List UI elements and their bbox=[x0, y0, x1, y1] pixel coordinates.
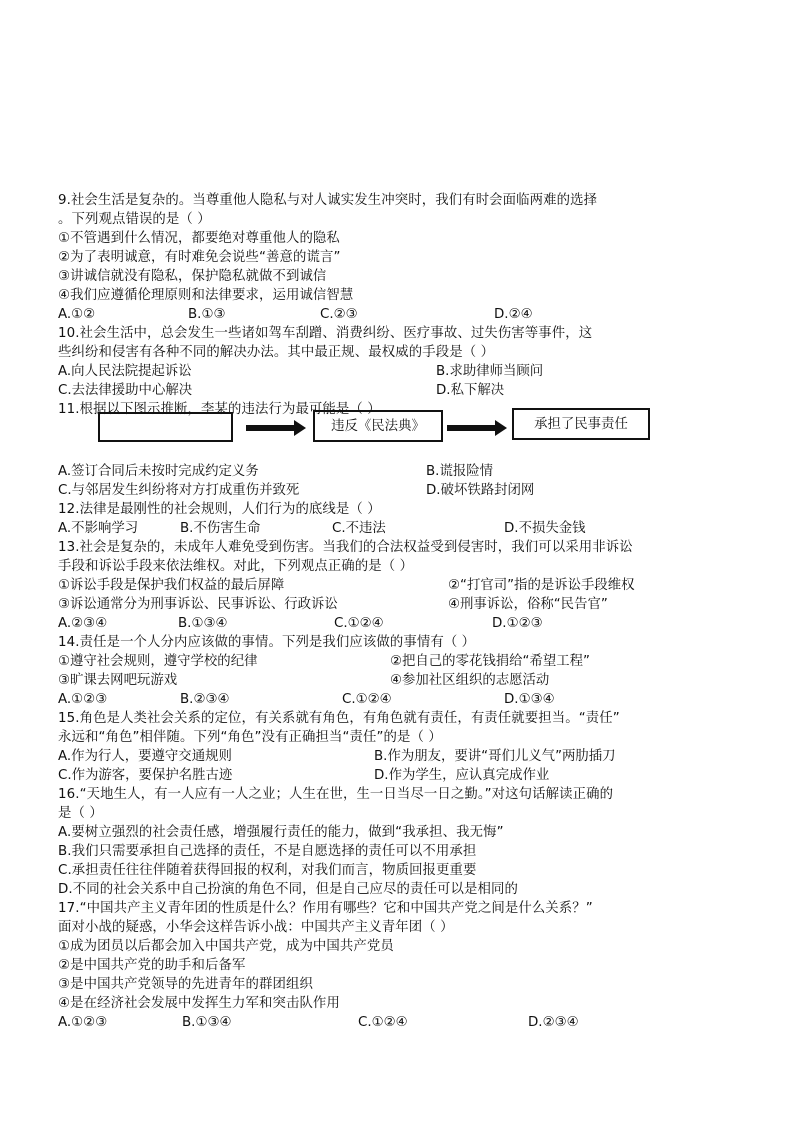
q14-option-d: D.①③④ bbox=[504, 692, 555, 707]
q13-stem-line2: 手段和诉讼手段来依法维权。对此，下列观点正确的是（ ） bbox=[58, 559, 414, 574]
q12-option-c: C.不违法 bbox=[332, 521, 386, 536]
flow-arrow-1 bbox=[246, 425, 296, 431]
q12-option-a: A.不影响学习 bbox=[58, 521, 139, 536]
q9-item-2: ②为了表明诚意，有时难免会说些“善意的谎言” bbox=[58, 250, 341, 265]
q13-item-4: ④刑事诉讼，俗称“民告官” bbox=[448, 597, 608, 612]
q11-stem: 11.根据以下图示推断，李某的违法行为最可能是（ ） bbox=[58, 402, 381, 417]
q14-items-row1 bbox=[58, 652, 748, 671]
q10-option-a: A.向人民法院提起诉讼 bbox=[58, 364, 192, 379]
q17-options bbox=[58, 1013, 748, 1032]
q15-options-row2 bbox=[58, 766, 748, 785]
q17-option-a: A.①②③ bbox=[58, 1015, 108, 1030]
flow-box-violation: 违反《民法典》 bbox=[313, 410, 443, 442]
q10-stem-line1: 10.社会生活中，总会发生一些诸如驾车刮蹭、消费纠纷、医疗事故、过失伤害等事件，这 bbox=[58, 326, 593, 341]
q13-option-c: C.①②④ bbox=[334, 616, 384, 631]
q9-item-3: ③讲诚信就没有隐私，保护隐私就做不到诚信 bbox=[58, 269, 327, 284]
q13-option-a: A.②③④ bbox=[58, 616, 108, 631]
q10-option-b: B.求助律师当顾问 bbox=[436, 364, 544, 379]
q14-item-3: ③旷课去网吧玩游戏 bbox=[58, 673, 178, 688]
q17-item-4: ④是在经济社会发展中发挥生力军和突击队作用 bbox=[58, 996, 340, 1011]
q11-option-a: A.签订合同后未按时完成约定义务 bbox=[58, 464, 259, 479]
q13-items-row2 bbox=[58, 595, 748, 614]
q15-options-row1 bbox=[58, 747, 748, 766]
flow-arrow-2 bbox=[447, 425, 497, 431]
q11-option-b: B.谎报险情 bbox=[426, 464, 494, 479]
q13-item-2: ②“打官司”指的是诉讼手段维权 bbox=[448, 578, 635, 593]
q10-option-d: D.私下解决 bbox=[436, 383, 505, 398]
q12-stem: 12.法律是最刚性的社会规则，人们行为的底线是（ ） bbox=[58, 502, 381, 517]
q9-option-a: A.①② bbox=[58, 307, 96, 322]
q10-stem-line2: 些纠纷和侵害有各种不同的解决办法。其中最正规、最权威的手段是（ ） bbox=[58, 345, 495, 360]
q9-item-1: ①不管遇到什么情况，都要绝对尊重他人的隐私 bbox=[58, 231, 340, 246]
q9-option-d: D.②④ bbox=[494, 307, 533, 322]
q17-option-d: D.②③④ bbox=[528, 1015, 579, 1030]
q13-options bbox=[58, 614, 748, 633]
q12-options bbox=[58, 519, 748, 538]
q11-options-row1 bbox=[58, 462, 748, 481]
q13-stem-line1: 13.社会是复杂的，未成年人难免受到伤害。当我们的合法权益受到侵害时，我们可以采用非诉讼 bbox=[58, 540, 633, 555]
q9-stem-line2: 。下列观点错误的是（ ） bbox=[58, 212, 211, 227]
q15-option-b: B.作为朋友，要讲“哥们儿义气”两肋插刀 bbox=[374, 749, 616, 764]
flow-box-blank bbox=[98, 412, 233, 442]
q14-option-a: A.①②③ bbox=[58, 692, 108, 707]
q15-option-a: A.作为行人，要遵守交通规则 bbox=[58, 749, 232, 764]
q13-item-3: ③诉讼通常分为刑事诉讼、民事诉讼、行政诉讼 bbox=[58, 597, 338, 612]
q9-option-c: C.②③ bbox=[320, 307, 358, 322]
q14-options bbox=[58, 690, 748, 709]
q13-items-row1 bbox=[58, 576, 748, 595]
flow-box-liability: 承担了民事责任 bbox=[512, 408, 650, 440]
q15-option-d: D.作为学生，应认真完成作业 bbox=[374, 768, 550, 783]
q14-item-2: ②把自己的零花钱捐给“希望工程” bbox=[390, 654, 590, 669]
q9-options bbox=[58, 305, 748, 324]
q14-option-c: C.①②④ bbox=[342, 692, 392, 707]
q16-stem-line1: 16.“天地生人，有一人应有一人之业；人生在世，生一日当尽一日之勤。”对这句话解读正确的 bbox=[58, 787, 614, 802]
q17-stem-line1: 17.“中国共产主义青年团的性质是什么？作用有哪些？它和中国共产党之间是什么关系？” bbox=[58, 901, 593, 916]
q9-stem-line1: 9.社会生活是复杂的。当尊重他人隐私与对人诚实发生冲突时，我们有时会面临两难的选择 bbox=[58, 193, 598, 208]
q16-option-a: A.要树立强烈的社会责任感，增强履行责任的能力，做到“我承担、我无悔” bbox=[58, 825, 504, 840]
q9-item-4: ④我们应遵循伦理原则和法律要求，运用诚信智慧 bbox=[58, 288, 354, 303]
q10-option-c: C.去法律援助中心解决 bbox=[58, 383, 193, 398]
q14-item-4: ④参加社区组织的志愿活动 bbox=[390, 673, 550, 688]
q17-item-2: ②是中国共产党的助手和后备军 bbox=[58, 958, 246, 973]
q11-option-c: C.与邻居发生纠纷将对方打成重伤并致死 bbox=[58, 483, 300, 498]
q12-option-b: B.不伤害生命 bbox=[180, 521, 261, 536]
q16-stem-line2: 是（ ） bbox=[58, 806, 103, 821]
q9-option-b: B.①③ bbox=[188, 307, 226, 322]
q12-option-d: D.不损失金钱 bbox=[504, 521, 586, 536]
q17-option-b: B.①③④ bbox=[182, 1015, 232, 1030]
q17-item-3: ③是中国共产党领导的先进青年的群团组织 bbox=[58, 977, 313, 992]
q14-items-row2 bbox=[58, 671, 748, 690]
q16-option-d: D.不同的社会关系中自己扮演的角色不同，但是自己应尽的责任可以是相同的 bbox=[58, 882, 518, 897]
q14-stem: 14.责任是一个人分内应该做的事情。下列是我们应该做的事情有（ ） bbox=[58, 635, 476, 650]
q16-option-c: C.承担责任往往伴随着获得回报的权利，对我们而言，物质回报更重要 bbox=[58, 863, 477, 878]
q10-options-row2 bbox=[58, 381, 748, 400]
q11-option-d: D.破坏铁路封闭网 bbox=[426, 483, 535, 498]
q10-options-row1 bbox=[58, 362, 748, 381]
q17-stem-line2: 面对小战的疑惑，小华会这样告诉小战：中国共产主义青年团（ ） bbox=[58, 920, 454, 935]
q11-options-row2 bbox=[58, 481, 748, 500]
q15-stem-line2: 永远和“角色”相伴随。下列“角色”没有正确担当“责任”的是（ ） bbox=[58, 730, 442, 745]
q17-item-1: ①成为团员以后都会加入中国共产党，成为中国共产党员 bbox=[58, 939, 394, 954]
q17-option-c: C.①②④ bbox=[358, 1015, 408, 1030]
q13-option-d: D.①②③ bbox=[492, 616, 543, 631]
q15-option-c: C.作为游客，要保护名胜古迹 bbox=[58, 768, 233, 783]
q14-option-b: B.②③④ bbox=[180, 692, 230, 707]
q14-item-1: ①遵守社会规则，遵守学校的纪律 bbox=[58, 654, 258, 669]
q16-option-b: B.我们只需要承担自己选择的责任，不是自愿选择的责任可以不用承担 bbox=[58, 844, 477, 859]
q15-stem-line1: 15.角色是人类社会关系的定位，有关系就有角色，有角色就有责任，有责任就要担当。“责任” bbox=[58, 711, 620, 726]
q13-option-b: B.①③④ bbox=[178, 616, 228, 631]
q13-item-1: ①诉讼手段是保护我们权益的最后屏障 bbox=[58, 578, 285, 593]
